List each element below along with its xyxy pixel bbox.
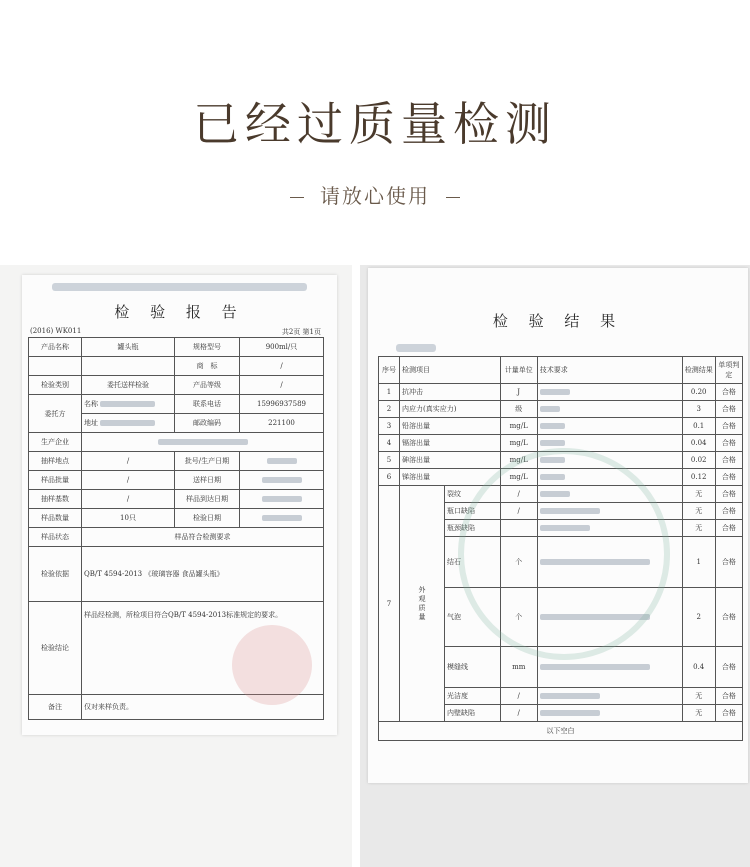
- cell-label: 送样日期: [175, 471, 240, 490]
- cell-judgement: 合格: [715, 384, 742, 401]
- cell-result: 无: [682, 705, 715, 722]
- column-header: 检测结果: [682, 357, 715, 384]
- cell-label: 产品等级: [175, 376, 240, 395]
- table-row: [379, 401, 743, 418]
- column-header: 单项判定: [715, 357, 742, 384]
- cell-judgement: 合格: [715, 503, 742, 520]
- blurred-header: [52, 283, 307, 291]
- cell-label: 样品状态: [29, 528, 82, 547]
- table-row: [29, 528, 324, 547]
- cell-requirement: [537, 384, 682, 401]
- table-row: [29, 338, 324, 357]
- column-header: 技术要求: [537, 357, 682, 384]
- cell-unit: /: [500, 503, 537, 520]
- cell-value: 900ml/只: [240, 338, 324, 357]
- cell-label: 检验结论: [29, 602, 82, 695]
- cell-value: 罐头瓶: [82, 338, 175, 357]
- blurred-text: [100, 420, 155, 426]
- cell-label: 联系电话: [175, 395, 240, 414]
- cell-number: 2: [379, 401, 400, 418]
- cell-value: [82, 433, 324, 452]
- cell-item: 锑溶出量: [400, 469, 501, 486]
- cell-item: 光洁度: [445, 688, 501, 705]
- cell-unit: /: [500, 688, 537, 705]
- table-row: [29, 509, 324, 528]
- cell-unit: mg/L: [500, 469, 537, 486]
- cell-value: /: [240, 357, 324, 376]
- blurred-header: [396, 344, 436, 352]
- cell-result: 3: [682, 401, 715, 418]
- blurred-text: [540, 423, 565, 429]
- table-row: [29, 433, 324, 452]
- cell-value: [82, 414, 175, 433]
- blurred-text: [262, 496, 302, 502]
- cell-value: /: [82, 471, 175, 490]
- cell-value: [240, 471, 324, 490]
- cell-value: [240, 490, 324, 509]
- cell-unit: /: [500, 486, 537, 503]
- cell-requirement: [537, 705, 682, 722]
- cell-value: /: [240, 376, 324, 395]
- cell-judgement: 合格: [715, 520, 742, 537]
- cell-value: /: [82, 452, 175, 471]
- cell-label: 邮政编码: [175, 414, 240, 433]
- cell-label: 检验依据: [29, 547, 82, 602]
- cell-result: 2: [682, 588, 715, 647]
- cell-label: 样品到达日期: [175, 490, 240, 509]
- cell-unit: 个: [500, 588, 537, 647]
- cell-unit: mg/L: [500, 435, 537, 452]
- column-header: 检测项目: [400, 357, 501, 384]
- cell-value: 15996937589: [240, 395, 324, 414]
- cell-requirement: [537, 401, 682, 418]
- table-footer-note: 以下空白: [379, 722, 743, 741]
- table-row: [29, 395, 324, 414]
- cell-judgement: 合格: [715, 705, 742, 722]
- cell-result: 0.02: [682, 452, 715, 469]
- cell-number: 6: [379, 469, 400, 486]
- table-footer-row: [379, 722, 743, 741]
- cell-judgement: 合格: [715, 469, 742, 486]
- cell-label: 产品名称: [29, 338, 82, 357]
- dash-left: [290, 197, 304, 198]
- cell-judgement: 合格: [715, 418, 742, 435]
- cell-value: [82, 395, 175, 414]
- cell-result: 1: [682, 537, 715, 588]
- cell-label: 检验类别: [29, 376, 82, 395]
- cell-value: 样品符合检测要求: [82, 528, 324, 547]
- hero-banner: [0, 0, 750, 265]
- cell-unit: 级: [500, 401, 537, 418]
- cell-result: 0.12: [682, 469, 715, 486]
- table-row: [29, 376, 324, 395]
- cell-number: 5: [379, 452, 400, 469]
- cell-label: 备注: [29, 695, 82, 720]
- cell-judgement: 合格: [715, 401, 742, 418]
- cell-judgement: 合格: [715, 452, 742, 469]
- cell-unit: mm: [500, 647, 537, 688]
- blurred-text: [158, 439, 248, 445]
- cell-judgement: 合格: [715, 647, 742, 688]
- watermark-seal: [458, 448, 670, 660]
- blurred-text: [540, 389, 570, 395]
- report-code: (2016) WK011: [30, 327, 82, 335]
- table-row: [29, 452, 324, 471]
- report-page-number: 共2页 第1页: [281, 328, 321, 336]
- cell-result: 无: [682, 503, 715, 520]
- cell-unit: mg/L: [500, 418, 537, 435]
- cell-judgement: 合格: [715, 486, 742, 503]
- cell-label: 委托方: [29, 395, 82, 433]
- cell-result: 0.4: [682, 647, 715, 688]
- column-header: 计量单位: [500, 357, 537, 384]
- cell-item: 铅溶出量: [400, 418, 501, 435]
- blurred-text: [540, 710, 600, 716]
- table-row: [379, 384, 743, 401]
- cell-unit: 个: [500, 537, 537, 588]
- cell-number: 7: [379, 486, 400, 722]
- report-title: 检 验 报 告: [114, 303, 245, 321]
- cell-item: 内壁缺陷: [445, 705, 501, 722]
- cell-label: 抽样地点: [29, 452, 82, 471]
- dash-right: [446, 197, 460, 198]
- column-header: 序号: [379, 357, 400, 384]
- cell-judgement: 合格: [715, 537, 742, 588]
- cell-number: 1: [379, 384, 400, 401]
- cell-result: 0.1: [682, 418, 715, 435]
- cell-label: 检验日期: [175, 509, 240, 528]
- cell-item: 瓶口缺陷: [445, 503, 501, 520]
- cell-item: 瓶颈缺陷: [445, 520, 501, 537]
- table-row: [29, 357, 324, 376]
- table-row: [29, 490, 324, 509]
- cell-item: 抗冲击: [400, 384, 501, 401]
- table-header-row: [379, 357, 743, 384]
- cell-number: 4: [379, 435, 400, 452]
- cell-judgement: 合格: [715, 688, 742, 705]
- cell-unit: /: [500, 705, 537, 722]
- results-title: 检 验 结 果: [492, 312, 624, 330]
- cell-result: 0.04: [682, 435, 715, 452]
- cell-item: 气泡: [445, 588, 501, 647]
- cell-result: 无: [682, 486, 715, 503]
- table-row: [379, 418, 743, 435]
- blurred-text: [267, 458, 297, 464]
- cell-label: 抽样基数: [29, 490, 82, 509]
- cell-item: 砷溶出量: [400, 452, 501, 469]
- cell-value: [82, 357, 175, 376]
- cell-value: [240, 452, 324, 471]
- client-address-label: 地址: [84, 419, 98, 427]
- blurred-text: [540, 406, 560, 412]
- cell-result: 无: [682, 688, 715, 705]
- cell-label: 规格型号: [175, 338, 240, 357]
- blurred-text: [262, 515, 302, 521]
- client-name-label: 名称: [84, 400, 98, 408]
- cell-result: 0.20: [682, 384, 715, 401]
- cell-value: [240, 509, 324, 528]
- cell-value: 10只: [82, 509, 175, 528]
- cell-value: 221100: [240, 414, 324, 433]
- cell-item: 裂纹: [445, 486, 501, 503]
- cell-requirement: [537, 418, 682, 435]
- cell-value: 仅对来样负责。: [82, 695, 324, 720]
- cell-unit: J: [500, 384, 537, 401]
- cell-judgement: 合格: [715, 435, 742, 452]
- cell-label: 商 标: [175, 357, 240, 376]
- cell-requirement: [537, 688, 682, 705]
- blurred-text: [540, 440, 565, 446]
- cell-group-label: 外观质量: [400, 486, 445, 722]
- cell-number: 3: [379, 418, 400, 435]
- page-subtitle: [0, 180, 750, 209]
- cell-item: 模缝线: [445, 647, 501, 688]
- cell-result: 无: [682, 520, 715, 537]
- cell-label: 批号/生产日期: [175, 452, 240, 471]
- cell-label: 样品批量: [29, 471, 82, 490]
- cell-item: 镉溶出量: [400, 435, 501, 452]
- red-seal-stamp: [232, 625, 312, 705]
- table-row: [29, 547, 324, 602]
- cell-judgement: 合格: [715, 588, 742, 647]
- cell-value: 委托送样检验: [82, 376, 175, 395]
- cell-unit: mg/L: [500, 452, 537, 469]
- table-row: [29, 471, 324, 490]
- cell-label: 生产企业: [29, 433, 82, 452]
- subtitle-text: 请放心使用: [320, 184, 430, 208]
- inspection-report-page: [22, 275, 337, 735]
- blurred-text: [540, 693, 600, 699]
- cell-item: 内应力(真实应力): [400, 401, 501, 418]
- cell-label: 样品数量: [29, 509, 82, 528]
- cell-value: QB/T 4594-2013 《玻璃容器 食品罐头瓶》: [82, 547, 324, 602]
- page-title: 已经过质量检测: [193, 97, 557, 151]
- blurred-text: [100, 401, 155, 407]
- cell-item: 结石: [445, 537, 501, 588]
- blurred-text: [540, 664, 650, 670]
- inspection-results-page: [368, 268, 748, 783]
- cell-value: /: [82, 490, 175, 509]
- cell-value: 样品经检测，所检项目符合QB/T 4594-2013标准规定的要求。: [82, 602, 324, 695]
- cell-label: [29, 357, 82, 376]
- blurred-text: [262, 477, 302, 483]
